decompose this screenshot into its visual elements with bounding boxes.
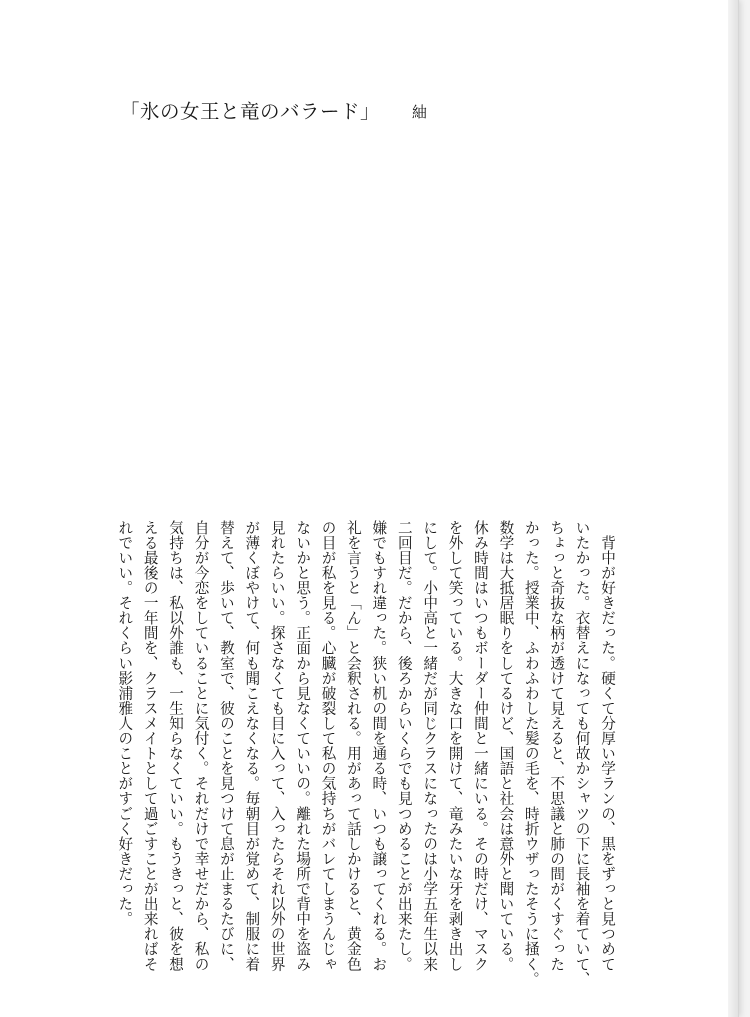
page-edge-shadow — [728, 0, 738, 1017]
text-line: 替えて、歩いて、教室で、彼のことを見つけて息が止まるたびに、 — [217, 520, 235, 972]
text-line: かった。授業中、ふわふわした髪の毛を、時折ウザったそうに掻く。 — [522, 520, 540, 987]
text-line: える最後の一年間を、クラスメイトとして過ごすことが出来ればそ — [141, 520, 159, 972]
text-line: 二回目だ。だから、後ろからいくらでも見つめることが出来たし。 — [395, 520, 413, 972]
text-line: が薄くぼやけて、何も聞こえなくなる。毎朝目が覚めて、制服に着 — [243, 520, 261, 972]
text-line: 自分が今恋をしていることに気付く。それだけで幸せだから、私の — [192, 520, 210, 972]
story-title: 「氷の女王と竜のバラード」 — [120, 100, 381, 123]
text-line: ちょっと奇抜な柄が透けて見えると、不思議と肺の間がくすぐった — [548, 520, 566, 972]
story-body — [112, 520, 620, 987]
text-line: を外して笑っている。大きな口を開けて、竜みたいな牙を剥き出し — [446, 520, 464, 972]
text-line: 嫌でもすれ違った。狭い机の間を通る時、いつも譲ってくれる。お — [370, 520, 388, 972]
text-line: 見れたらいい。探さなくても目に入って、入ったらそれ以外の世界 — [268, 520, 286, 972]
text-line: 背中が好きだった。硬くて分厚い学ランの、黒をずっと見つめて — [599, 520, 616, 972]
text-line: 礼を言うと「ん」と会釈される。用があって話しかけると、黄金色 — [344, 520, 362, 972]
author-name: 紬 — [412, 103, 428, 121]
text-line: 気持ちは、私以外誰も、一生知らなくていい。もうきっと、彼を想 — [167, 520, 185, 972]
text-line: いたかった。衣替えになっても何故かシャツの下に長袖を着ていて、 — [573, 520, 591, 987]
text-line: 休み時間はいつもボーダー仲間と一緒にいる。その時だけ、マスク — [471, 520, 489, 972]
text-line: 数学は大抵居眠りをしてるけど、国語と社会は意外と聞いている。 — [497, 520, 515, 972]
text-line: の目が私を見る。心臓が破裂して私の気持ちがバレてしまうんじゃ — [319, 520, 337, 972]
text-line: れでいい。それくらい影浦雅人のことがすごく好きだった。 — [116, 520, 134, 927]
text-line: にして。小中高と一緒だが同じクラスになったのは小学五年生以来 — [421, 520, 439, 972]
text-line: ないかと思う。正面から見なくていいの。離れた場所で背中を盗み — [294, 520, 312, 972]
